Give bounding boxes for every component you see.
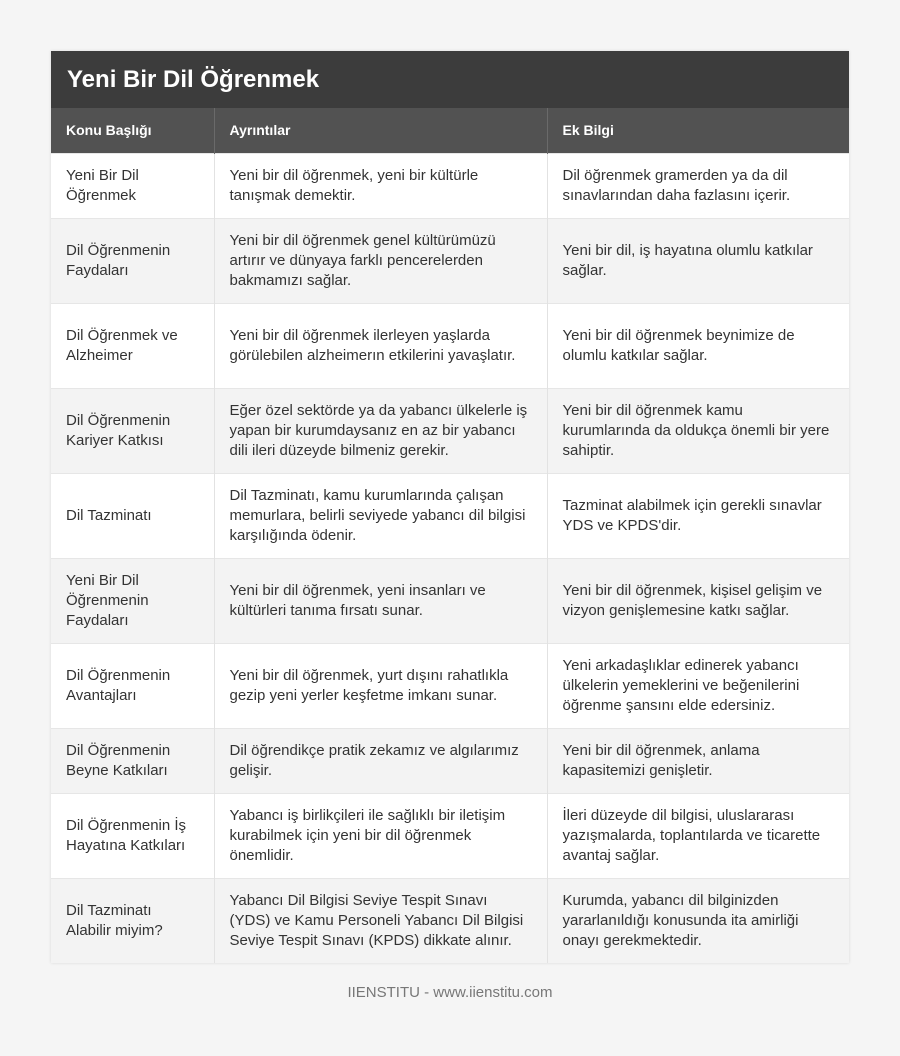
cell-topic: Dil Öğrenmenin Faydaları	[51, 218, 214, 303]
table-row	[51, 388, 849, 473]
cell-topic: Yeni Bir Dil Öğrenmek	[51, 153, 214, 218]
cell-extra: Yeni bir dil öğrenmek beynimize de olumlu katkılar sağlar.	[547, 303, 849, 388]
cell-topic: Dil Öğrenmenin Kariyer Katkısı	[51, 388, 214, 473]
cell-extra: Yeni bir dil öğrenmek kamu kurumlarında da oldukça önemli bir yere sahiptir.	[547, 388, 849, 473]
cell-topic: Dil Öğrenmenin İş Hayatına Katkıları	[51, 793, 214, 878]
cell-details: Yabancı iş birlikçileri ile sağlıklı bir iletişim kurabilmek için yeni bir dil öğrenmek önemlidir.	[214, 793, 547, 878]
cell-details: Eğer özel sektörde ya da yabancı ülkelerle iş yapan bir kurumdaysanız en az bir yabancı dili ileri düzeyde bilmeniz gerekir.	[214, 388, 547, 473]
cell-details: Dil öğrendikçe pratik zekamız ve algılarımız gelişir.	[214, 728, 547, 793]
cell-extra: Yeni arkadaşlıklar edinerek yabancı ülkelerin yemeklerini ve beğenilerini öğrenme şansını elde edersiniz.	[547, 643, 849, 728]
cell-details: Yeni bir dil öğrenmek, yeni bir kültürle tanışmak demektir.	[214, 153, 547, 218]
table-row	[51, 473, 849, 558]
cell-details: Yeni bir dil öğrenmek genel kültürümüzü artırır ve dünyaya farklı pencerelerden bakmamızı sağlar.	[214, 218, 547, 303]
table-row	[51, 728, 849, 793]
footer-credit: IIENSTITU - www.iienstitu.com	[347, 984, 553, 1001]
column-header-details: Ayrıntılar	[214, 108, 547, 153]
cell-extra: İleri düzeyde dil bilgisi, uluslararası yazışmalarda, toplantılarda ve ticarette avantaj sağlar.	[547, 793, 849, 878]
table-row	[51, 878, 849, 963]
cell-details: Dil Tazminatı, kamu kurumlarında çalışan memurlara, belirli seviyede yabancı dil bilgisi karşılığında ödenir.	[214, 473, 547, 558]
cell-details: Yabancı Dil Bilgisi Seviye Tespit Sınavı (YDS) ve Kamu Personeli Yabancı Dil Bilgisi Seviye Tespit Sınavı (KPDS) dikkate alınır.	[214, 878, 547, 963]
table-card	[51, 51, 849, 963]
cell-topic: Dil Tazminatı Alabilir miyim?	[51, 878, 214, 963]
table-row	[51, 643, 849, 728]
cell-details: Yeni bir dil öğrenmek, yurt dışını rahatlıkla gezip yeni yerler keşfetme imkanı sunar.	[214, 643, 547, 728]
column-header-topic: Konu Başlığı	[51, 108, 214, 153]
cell-topic: Yeni Bir Dil Öğrenmenin Faydaları	[51, 558, 214, 643]
table-row	[51, 303, 849, 388]
cell-extra: Tazminat alabilmek için gerekli sınavlar YDS ve KPDS'dir.	[547, 473, 849, 558]
cell-extra: Kurumda, yabancı dil bilginizden yararlanıldığı konusunda ita amirliği onayı gerekmektedir.	[547, 878, 849, 963]
cell-extra: Yeni bir dil, iş hayatına olumlu katkılar sağlar.	[547, 218, 849, 303]
cell-details: Yeni bir dil öğrenmek ilerleyen yaşlarda görülebilen alzheimerın etkilerini yavaşlatır.	[214, 303, 547, 388]
table-title: Yeni Bir Dil Öğrenmek	[51, 51, 849, 108]
cell-extra: Dil öğrenmek gramerden ya da dil sınavlarından daha fazlasını içerir.	[547, 153, 849, 218]
table-row	[51, 153, 849, 218]
cell-topic: Dil Öğrenmenin Avantajları	[51, 643, 214, 728]
cell-extra: Yeni bir dil öğrenmek, kişisel gelişim ve vizyon genişlemesine katkı sağlar.	[547, 558, 849, 643]
table-row	[51, 793, 849, 878]
cell-details: Yeni bir dil öğrenmek, yeni insanları ve kültürleri tanıma fırsatı sunar.	[214, 558, 547, 643]
cell-topic: Dil Tazminatı	[51, 473, 214, 558]
data-table	[51, 108, 849, 963]
cell-topic: Dil Öğrenmek ve Alzheimer	[51, 303, 214, 388]
column-header-extra: Ek Bilgi	[547, 108, 849, 153]
table-row	[51, 558, 849, 643]
table-row	[51, 218, 849, 303]
cell-extra: Yeni bir dil öğrenmek, anlama kapasitemizi genişletir.	[547, 728, 849, 793]
header-row	[51, 108, 849, 153]
cell-topic: Dil Öğrenmenin Beyne Katkıları	[51, 728, 214, 793]
